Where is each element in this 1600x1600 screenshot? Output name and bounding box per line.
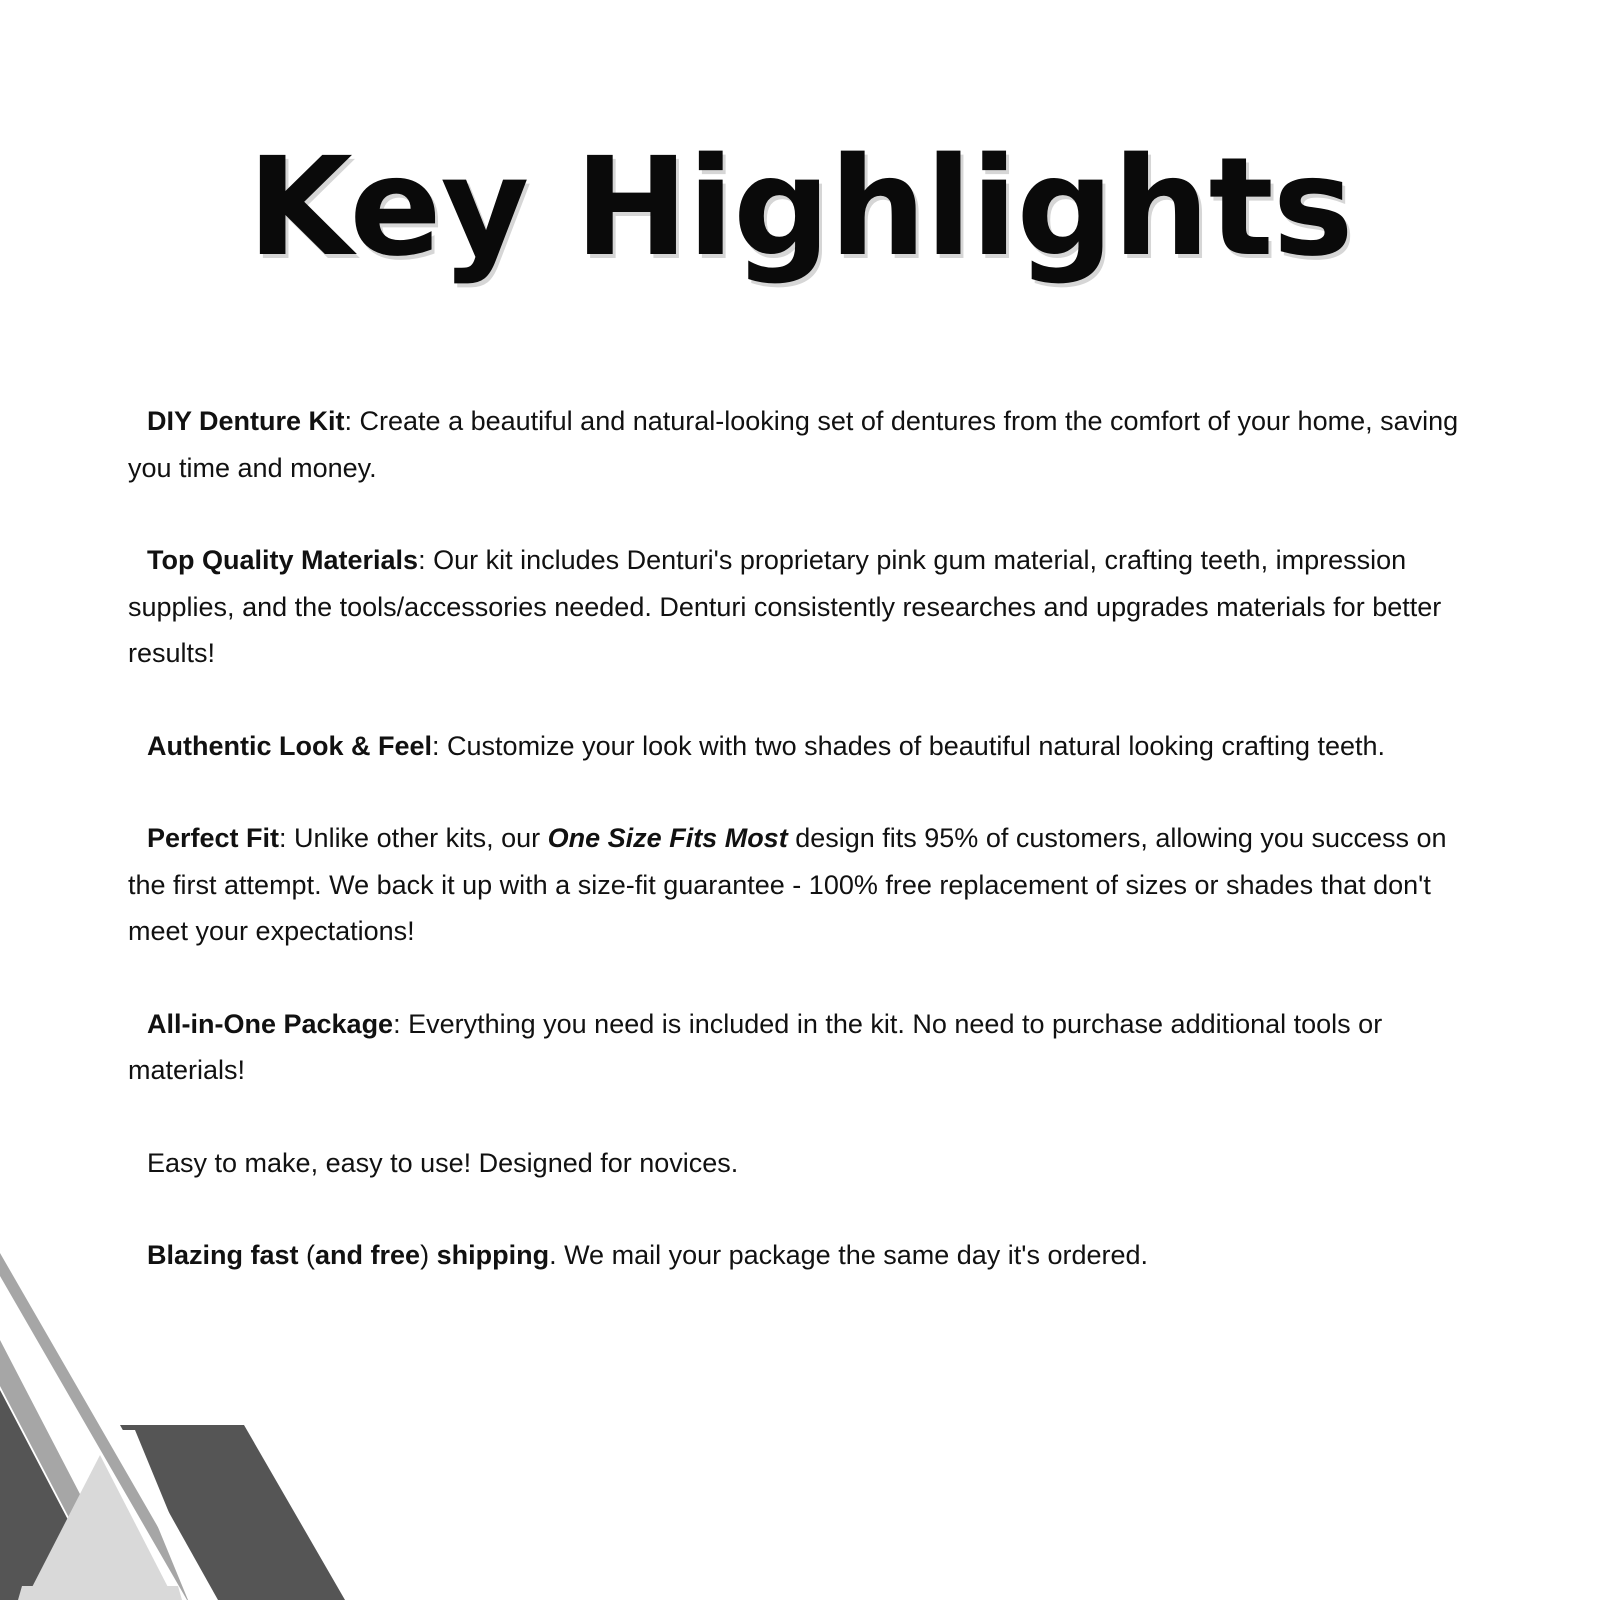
highlight-text-after: design fits 95% of customers, allowing you success on the first attempt. We back it up with a size-fit guarantee - 100% free replacement of sizes or shades that don't meet your expectations! — [128, 823, 1447, 946]
highlight-heading-end: ) — [420, 1240, 437, 1270]
corner-decoration — [0, 1240, 360, 1600]
highlight-top-quality-materials — [128, 537, 1468, 677]
highlight-heading-part1: Blazing fast — [147, 1240, 299, 1270]
highlight-all-in-one-package — [128, 1001, 1468, 1094]
highlight-heading: DIY Denture Kit — [147, 406, 345, 436]
highlight-authentic-look-feel — [128, 723, 1468, 770]
highlight-heading: All-in-One Package — [147, 1008, 394, 1039]
highlight-text: : Customize your look with two shades of beautiful natural looking crafting teeth. — [432, 730, 1386, 761]
highlight-text: : Our kit includes Denturi's proprietary pink gum material, crafting teeth, impression supplies, and the tools/accessories needed. Denturi consistently researches and upgrades materials for better results! — [128, 545, 1442, 668]
highlight-text: : Create a beautiful and natural-looking set of dentures from the comfort of your home, saving you time and money. — [128, 406, 1459, 483]
highlight-easy-to-make — [128, 1140, 1468, 1187]
highlight-diy-denture-kit — [128, 398, 1468, 491]
highlight-heading-part3: shipping — [436, 1240, 550, 1270]
highlight-heading-mid: ( — [298, 1240, 316, 1270]
highlight-heading: Perfect Fit — [147, 823, 280, 853]
highlight-heading-part2: and free — [315, 1240, 421, 1270]
highlight-emphasis: One Size Fits Most — [547, 823, 788, 853]
highlight-heading: Top Quality Materials — [147, 545, 419, 575]
highlight-text: : Everything you need is included in the kit. No need to purchase additional tools or materials! — [128, 1008, 1383, 1085]
decor-light-base — [18, 1586, 182, 1600]
highlights-list — [128, 398, 1468, 1279]
highlight-text-before: : Unlike other kits, our — [279, 823, 548, 853]
page-title: Key Highlights — [247, 129, 1353, 287]
highlight-perfect-fit — [128, 815, 1468, 955]
highlight-text: Easy to make, easy to use! Designed for novices. — [147, 1147, 739, 1178]
highlight-heading: Authentic Look & Feel — [147, 730, 433, 761]
highlight-text: . We mail your package the same day it's ordered. — [549, 1240, 1149, 1270]
